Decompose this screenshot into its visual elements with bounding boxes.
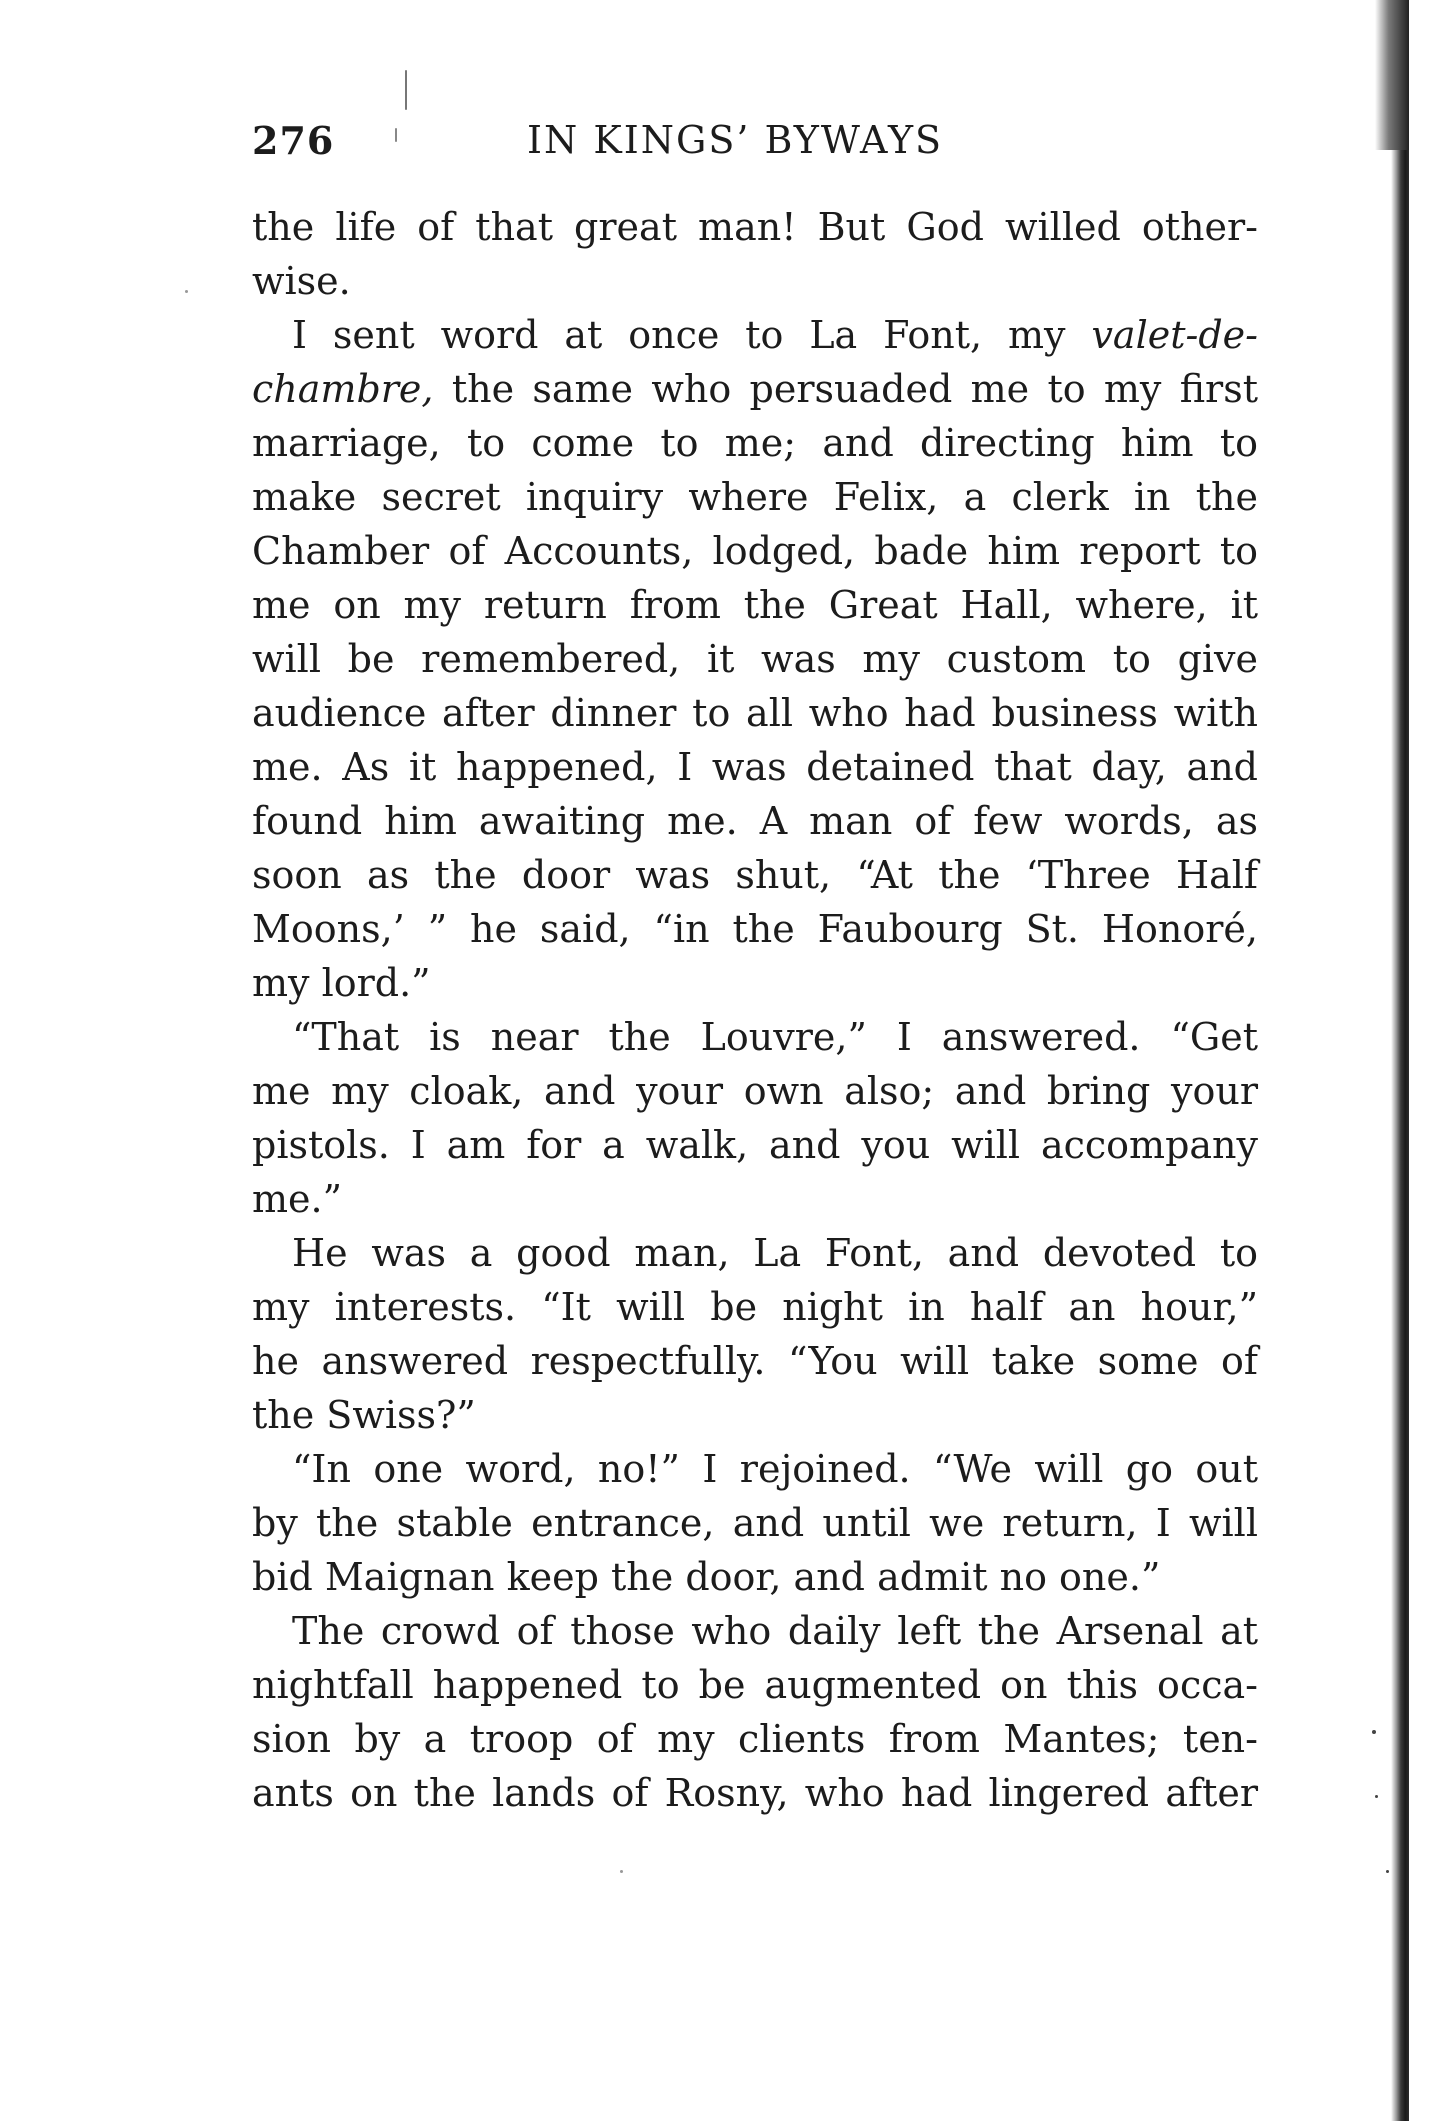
text-line: He was a good man, La Font, and devoted to [292, 1231, 1258, 1275]
text-line: my lord.” [252, 961, 431, 1005]
text-fragment: I sent word at once to La Font, my [292, 313, 1066, 357]
text-line: wise. [252, 259, 351, 303]
text-line: The crowd of those who daily left the Arsenal at [292, 1609, 1258, 1653]
scan-speck [620, 1870, 623, 1873]
text-fragment: the same who persuaded me to my first [433, 367, 1258, 411]
text-line: sion by a troop of my clients from Mantes; ten- [252, 1717, 1258, 1761]
text-line: he answered respectfully. “You will take some of [252, 1339, 1258, 1383]
binding-edge-shadow [1375, 0, 1409, 150]
text-line [252, 362, 1258, 416]
page-number: 276 [252, 118, 335, 163]
body-text [252, 200, 1258, 1820]
italic-term: chambre, [252, 367, 434, 411]
text-line: me my cloak, and your own also; and bring your [252, 1069, 1258, 1113]
text-line: audience after dinner to all who had business with [252, 691, 1258, 735]
text-line: my interests. “It will be night in half an hour,” [252, 1285, 1258, 1329]
text-line: me. As it happened, I was detained that day, and [252, 745, 1258, 789]
binding-edge [1391, 0, 1409, 2121]
text-line: Chamber of Accounts, lodged, bade him report to [252, 529, 1258, 573]
text-line: marriage, to come to me; and directing him to [252, 421, 1258, 465]
scan-speck [395, 128, 397, 142]
text-line: soon as the door was shut, “At the ‘Three Half [252, 853, 1258, 897]
text-line: “In one word, no!” I rejoined. “We will go out [292, 1447, 1258, 1491]
scan-speck [1375, 1795, 1378, 1798]
scan-speck [185, 290, 188, 293]
text-line: ants on the lands of Rosny, who had lingered after [252, 1771, 1258, 1815]
text-line: by the stable entrance, and until we return, I will [252, 1501, 1258, 1545]
text-line: bid Maignan keep the door, and admit no one.” [252, 1555, 1161, 1599]
text-line: the life of that great man! But God willed other- [252, 205, 1258, 249]
scan-speck [1386, 1870, 1389, 1873]
text-line: “That is near the Louvre,” I answered. “Get [292, 1015, 1258, 1059]
scan-speck [405, 70, 407, 110]
italic-term: valet-de- [1091, 313, 1258, 357]
text-line: nightfall happened to be augmented on this occa- [252, 1663, 1258, 1707]
text-line: me.” [252, 1177, 343, 1221]
running-title: IN KINGS’ BYWAYS [527, 118, 944, 162]
text-line: pistols. I am for a walk, and you will accompany [252, 1123, 1258, 1167]
text-line: found him awaiting me. A man of few words, as [252, 799, 1258, 843]
text-line: Moons,’ ” he said, “in the Faubourg St. Honoré, [252, 907, 1258, 951]
page-header [252, 118, 1258, 178]
text-line: me on my return from the Great Hall, where, it [252, 583, 1258, 627]
text-line [252, 308, 1258, 362]
text-line: make secret inquiry where Felix, a clerk in the [252, 475, 1258, 519]
scan-speck [1372, 1730, 1376, 1734]
text-line: the Swiss?” [252, 1393, 476, 1437]
text-line: will be remembered, it was my custom to give [252, 637, 1258, 681]
